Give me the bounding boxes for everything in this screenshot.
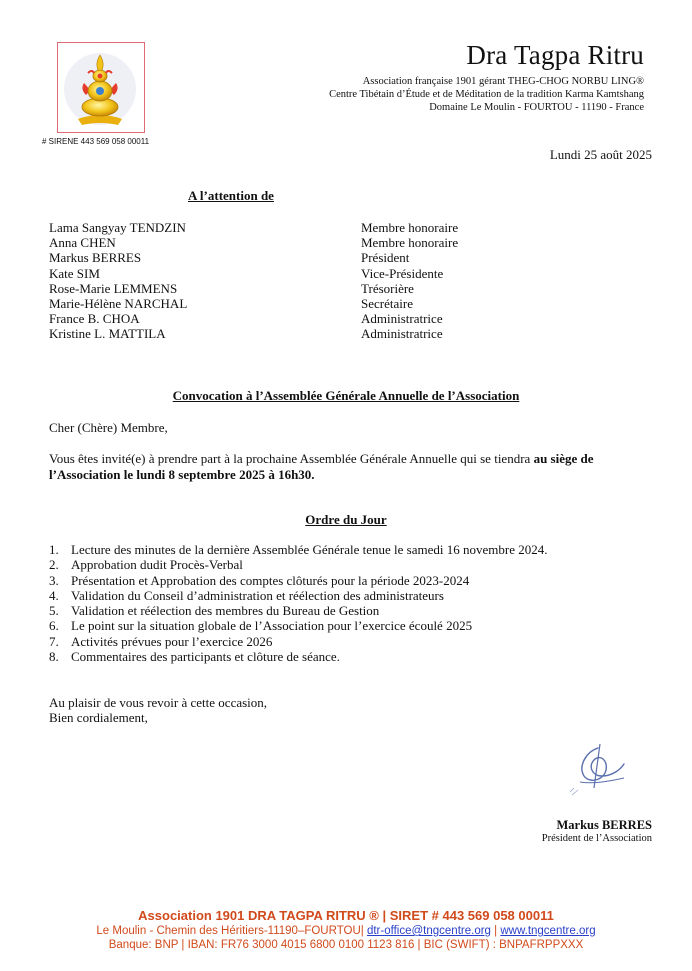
agenda-item — [49, 618, 548, 633]
letter-date: Lundi 25 août 2025 — [549, 147, 652, 162]
recipient-row — [49, 311, 458, 326]
attention-heading: A l’attention de — [188, 188, 274, 203]
agenda-item — [49, 649, 548, 664]
agenda-text: Validation et réélection des membres du Bureau de Gestion — [71, 603, 380, 619]
closing-line-1: Au plaisir de vous revoir à cette occasion, — [49, 695, 268, 710]
recipient-name: Kristine L. MATTILA — [49, 326, 166, 342]
footer-bank-line: Banque: BNP | IBAN: FR76 3000 4015 6800 0100 1123 816 | BIC (SWIFT) : BNPAFRPPXXX — [108, 939, 584, 951]
invitation-text: Vous êtes invité(e) à prendre part à la prochaine Assemblée Générale Annuelle qui se tiendra — [49, 451, 531, 466]
recipient-name: Markus BERRES — [49, 250, 142, 266]
agenda-number: 7. — [49, 633, 59, 649]
recipient-row — [49, 235, 458, 250]
agenda-number: 8. — [49, 649, 59, 665]
recipient-name: Rose-Marie LEMMENS — [49, 280, 178, 296]
header-line-1: Association française 1901 gérant THEG-CHOG NORBU LING® — [362, 76, 644, 87]
organization-title: Dra Tagpa Ritru — [466, 40, 644, 70]
agenda-item — [49, 634, 548, 649]
agenda-text: Validation du Conseil d’administration et réélection des administrateurs — [71, 587, 444, 603]
recipient-list — [49, 220, 458, 342]
recipient-row — [49, 266, 458, 281]
agenda-text: Présentation et Approbation des comptes clôturés pour la période 2023-2024 — [71, 572, 470, 588]
closing-line-2: Bien cordialement, — [49, 710, 148, 725]
recipient-role: Administratrice — [361, 326, 443, 342]
recipient-name: France B. CHOA — [49, 311, 140, 327]
email-link[interactable]: dtr-office@tngcentre.org — [366, 925, 491, 937]
logo — [57, 42, 145, 133]
agenda-item — [49, 573, 548, 588]
agenda-number: 4. — [49, 587, 59, 603]
emblem-icon — [58, 43, 143, 131]
footer-line-1: Association 1901 DRA TAGPA RITRU ® | SIRET # 443 569 058 00011 — [138, 908, 554, 923]
agenda-text: Le point sur la situation globale de l’Association pour l’exercice écoulé 2025 — [71, 618, 473, 634]
invitation-bold-text: au siège de l’Association le lundi 8 septembre 2025 à 16h30. — [49, 451, 594, 482]
recipient-role: Président — [361, 250, 410, 266]
recipient-role: Administratrice — [361, 311, 443, 327]
signatory-name: Markus BERRES — [556, 818, 652, 832]
recipient-name: Kate SIM — [49, 265, 100, 281]
salutation: Cher (Chère) Membre, — [49, 420, 168, 435]
recipient-row — [49, 220, 458, 235]
recipient-name: Anna CHEN — [49, 235, 116, 251]
footer-address: Le Moulin - Chemin des Héritiers-11190–FOURTOU| — [96, 925, 364, 937]
signatory-role: Président de l’Association — [541, 833, 652, 844]
website-link[interactable]: www.tngcentre.org — [500, 925, 596, 937]
convocation-title: Convocation à l’Assemblée Générale Annuelle de l’Association — [172, 388, 520, 403]
agenda-number: 2. — [49, 557, 59, 573]
recipient-row — [49, 296, 458, 311]
recipient-role: Membre honoraire — [361, 235, 459, 251]
agenda-item — [49, 603, 548, 618]
sirene-number: # SIRENE 443 569 058 00011 — [42, 137, 150, 146]
recipient-role: Trésorière — [361, 280, 414, 296]
agenda-number: 1. — [49, 542, 59, 557]
recipient-role: Vice-Présidente — [361, 265, 444, 281]
signature-icon — [566, 738, 636, 796]
footer-line-2 — [0, 924, 692, 938]
invitation-paragraph — [49, 451, 639, 482]
footer — [0, 908, 692, 952]
agenda-number: 6. — [49, 618, 59, 634]
header-line-3: Domaine Le Moulin - FOURTOU - 11190 - France — [429, 102, 644, 113]
agenda-text: Activités prévues pour l’exercice 2026 — [71, 633, 273, 649]
recipient-row — [49, 250, 458, 265]
recipient-name: Marie-Hélène NARCHAL — [49, 296, 188, 312]
recipient-row — [49, 326, 458, 341]
agenda-text: Approbation dudit Procès-Verbal — [71, 557, 243, 573]
agenda-item — [49, 557, 548, 572]
header-line-2: Centre Tibétain d’Étude et de Méditation de la tradition Karma Kamtshang — [329, 89, 644, 100]
recipient-row — [49, 281, 458, 296]
agenda-text: Lecture des minutes de la dernière Assemblée Générale tenue le samedi 16 novembre 2024. — [71, 542, 548, 557]
recipient-name: Lama Sangyay TENDZIN — [49, 220, 186, 235]
agenda-text: Commentaires des participants et clôture de séance. — [71, 649, 340, 665]
footer-separator: | — [494, 925, 498, 937]
agenda-item — [49, 542, 548, 557]
recipient-role: Membre honoraire — [361, 220, 459, 235]
agenda-list — [49, 542, 548, 664]
agenda-number: 3. — [49, 572, 59, 588]
agenda-number: 5. — [49, 603, 59, 619]
signature-image — [566, 738, 636, 801]
recipient-role: Secrétaire — [361, 296, 413, 312]
agenda-item — [49, 588, 548, 603]
agenda-title: Ordre du Jour — [305, 512, 387, 527]
